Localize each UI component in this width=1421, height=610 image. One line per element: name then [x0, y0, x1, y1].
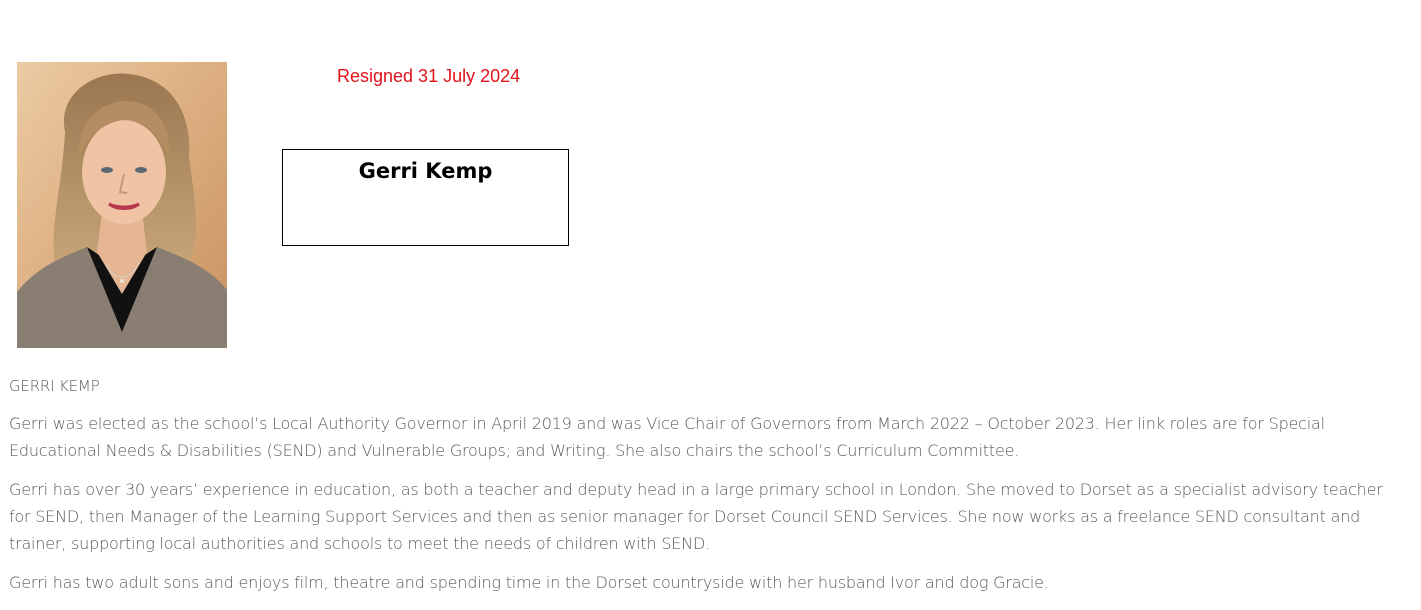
name-box-title: Gerri Kemp [358, 159, 493, 183]
bio-paragraph-3: Gerri has two adult sons and enjoys film, theatre and spending time in the Dorset countryside with her husband Ivor and dog Gracie. [9, 573, 1049, 592]
resigned-note: Resigned 31 July 2024 [337, 66, 521, 86]
bio-heading: GERRI KEMP [9, 377, 100, 395]
bio-paragraph-2: Gerri has over 30 years’ experience in education, as both a teacher and deputy head in a large primary school in London. She moved to Dorset as a specialist advisory teacher for SEND, then Manager of the Learning Support Services and then as senior manager for Dorset Council SEND Services. She now works as a freelance SEND consultant and trainer, supporting local authorities and schools to meet the needs of children with SEND. [9, 480, 1383, 553]
portrait-illustration [17, 62, 227, 348]
name-box [282, 149, 569, 246]
bio-paragraph-1: Gerri was elected as the school’s Local Authority Governor in April 2019 and was Vice Chair of Governors from March 2022 – October 2023. Her link roles are for Special Educational Needs & Disabilities (SEND) and Vulnerable Groups; and Writing. She also chairs the school’s Curriculum Committee. [9, 414, 1325, 460]
bio-section [9, 373, 1404, 608]
profile-photo [17, 62, 227, 348]
